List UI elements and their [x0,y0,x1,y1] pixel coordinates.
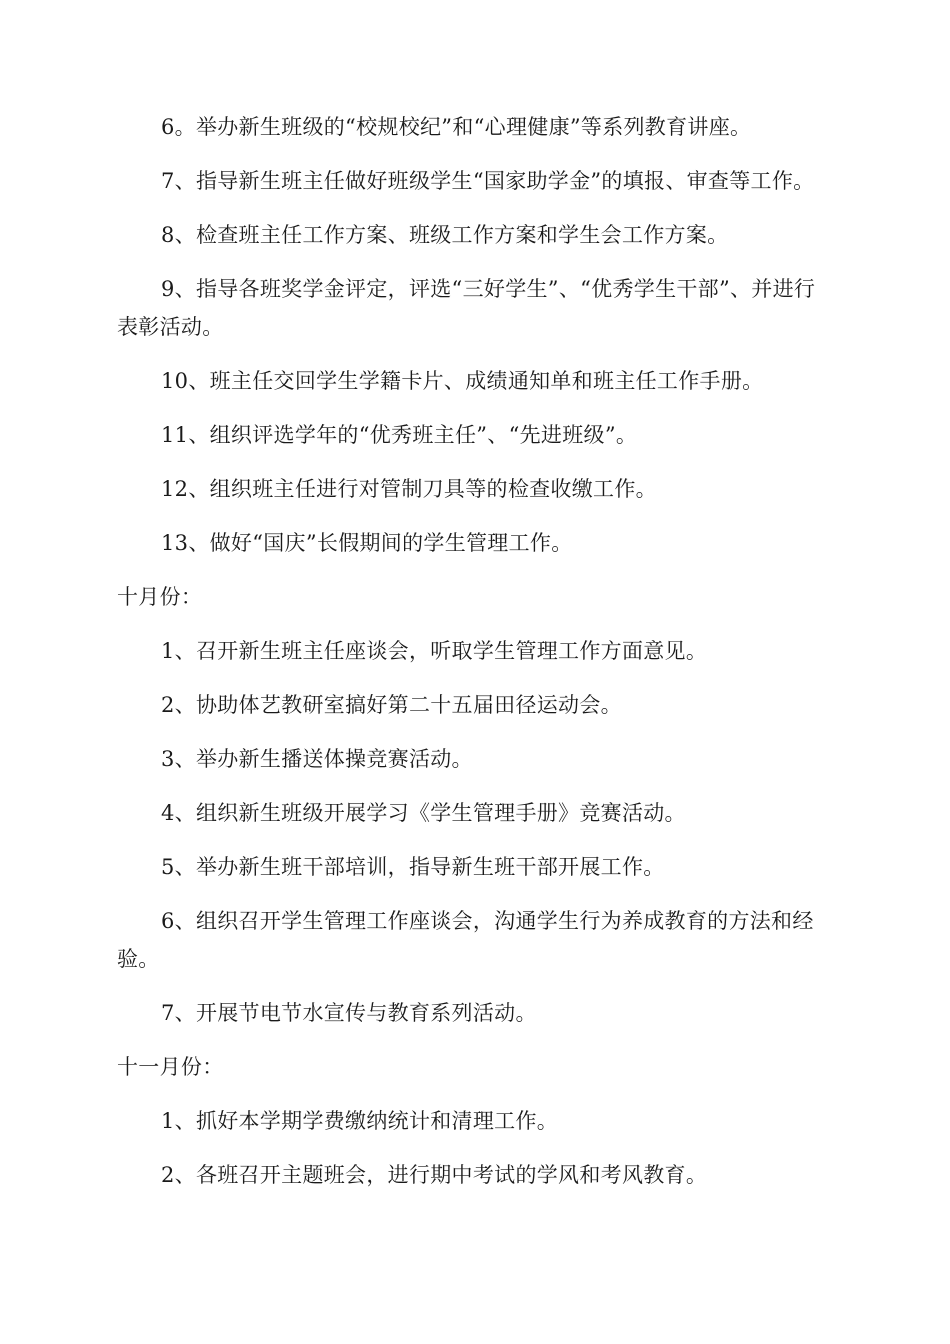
paragraph-item: 10、班主任交回学生学籍卡片、成绩通知单和班主任工作手册。 [161,369,764,393]
paragraph-item: 3、举办新生播送体操竞赛活动。 [161,747,473,771]
paragraph-item: 1、抓好本学期学费缴纳统计和清理工作。 [161,1109,559,1133]
section-heading-november: 十一月份： [117,1055,224,1079]
paragraph-item: 8、检查班主任工作方案、班级工作方案和学生会工作方案。 [161,223,729,247]
paragraph-item: 2、各班召开主题班会，进行期中考试的学风和考风教育。 [161,1163,708,1187]
paragraph-item: 7、指导新生班主任做好班级学生“国家助学金”的填报、审查等工作。 [161,169,815,193]
paragraph-item: 2、协助体艺教研室搞好第二十五届田径运动会。 [161,693,622,717]
paragraph-item: 4、组织新生班级开展学习《学生管理手册》竞赛活动。 [161,801,686,825]
paragraph-item: 5、举办新生班干部培训，指导新生班干部开展工作。 [161,855,665,879]
section-heading-october: 十月份： [117,585,203,609]
paragraph-item: 1、召开新生班主任座谈会，听取学生管理工作方面意见。 [161,639,708,663]
paragraph-item: 11、组织评选学年的“优秀班主任”、“先进班级”。 [161,423,638,447]
paragraph-item: 6、组织召开学生管理工作座谈会，沟通学生行为养成教育的方法和经验。 [117,909,814,971]
paragraph-item: 6。举办新生班级的“校规校纪”和“心理健康”等系列教育讲座。 [161,115,752,139]
paragraph-item: 12、组织班主任进行对管制刀具等的检查收缴工作。 [161,477,657,501]
paragraph-item: 7、开展节电节水宣传与教育系列活动。 [161,1001,537,1025]
paragraph-item: 9、指导各班奖学金评定，评选“三好学生”、“优秀学生干部”、并进行表彰活动。 [117,277,816,339]
document-body [117,108,823,1210]
paragraph-item: 13、做好“国庆”长假期间的学生管理工作。 [161,531,573,555]
